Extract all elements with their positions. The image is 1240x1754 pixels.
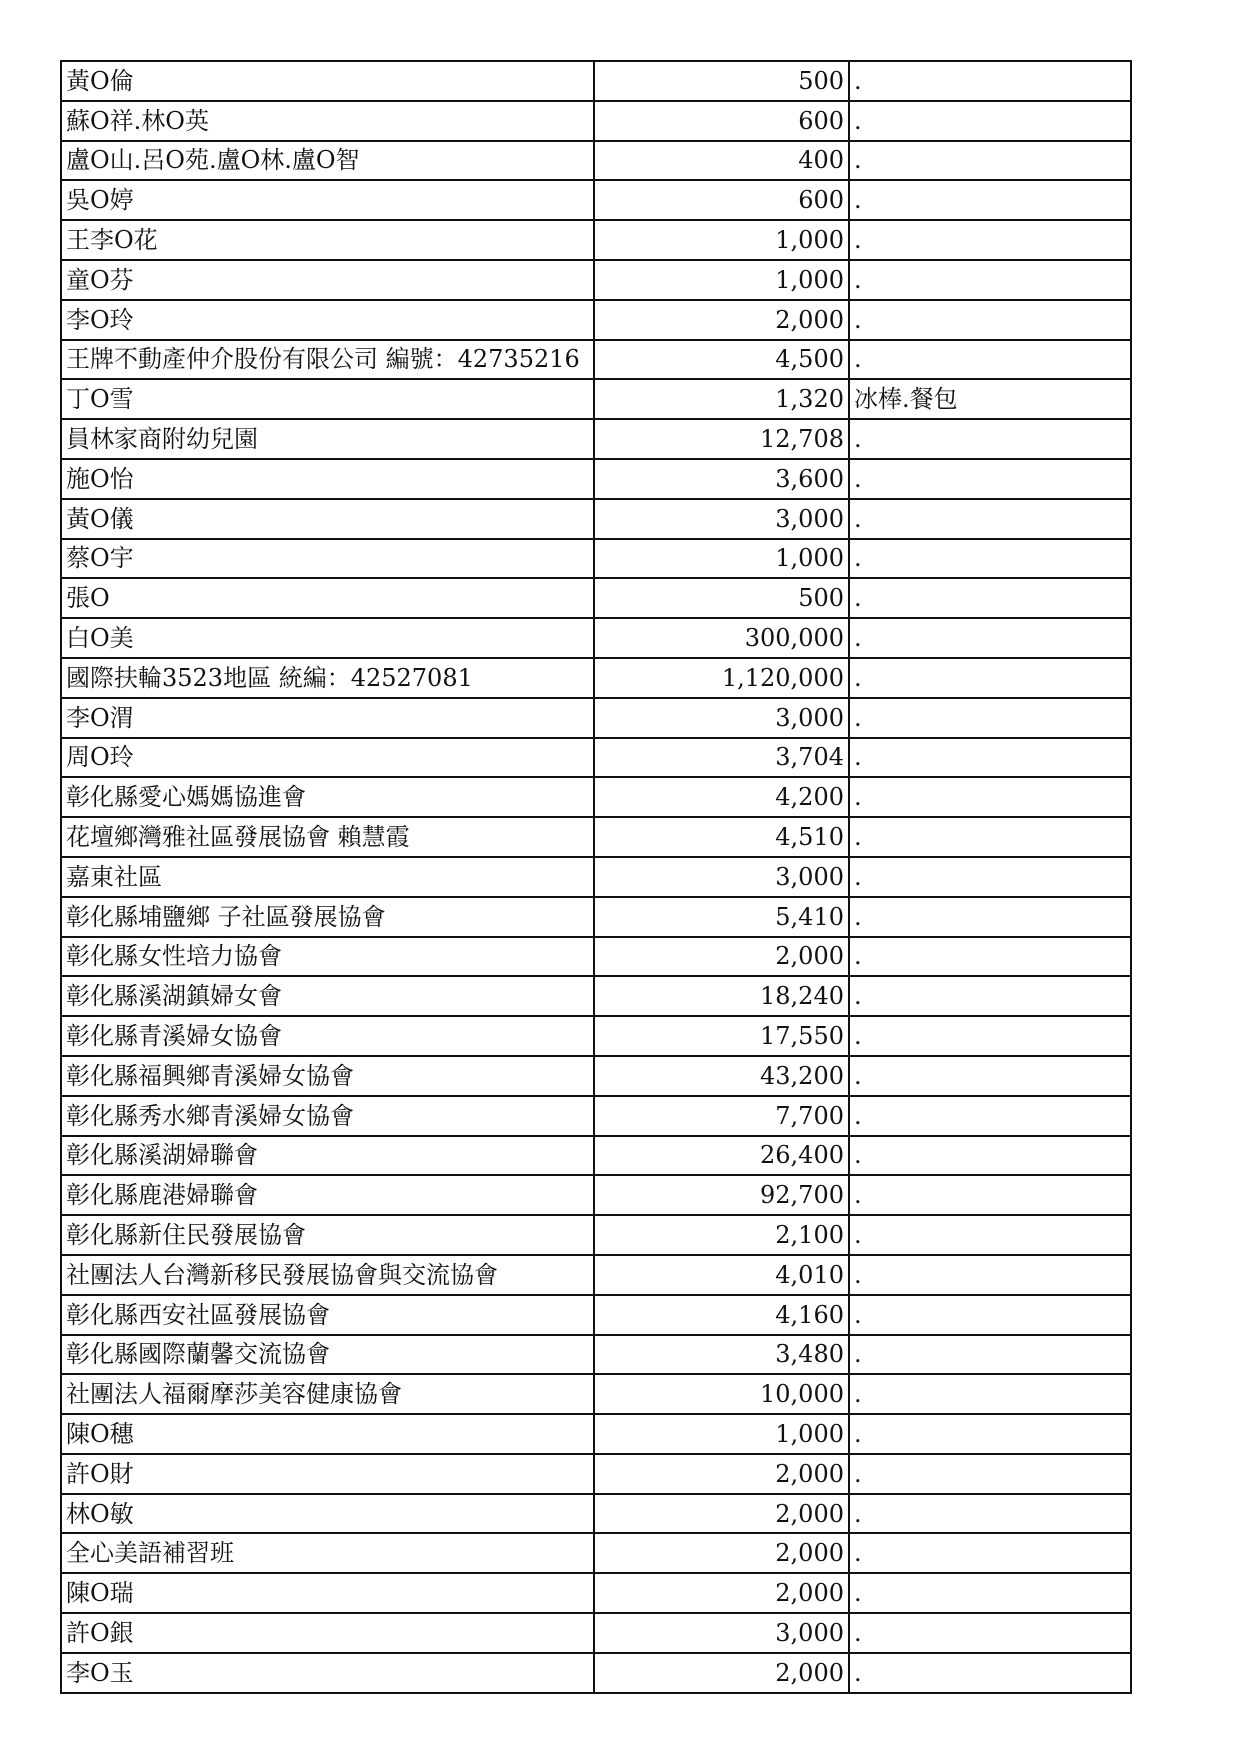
donor-name-cell: 李O玉 [61,1653,594,1693]
donor-name-cell: 國際扶輪3523地區 統編：42527081 [61,658,594,698]
donor-name-cell: 彰化縣秀水鄉青溪婦女協會 [61,1096,594,1136]
donor-name-cell: 彰化縣溪湖鎮婦女會 [61,976,594,1016]
note-cell: . [849,1136,1131,1176]
table-row [61,1494,1131,1534]
donor-name-cell: 彰化縣女性培力協會 [61,937,594,977]
amount-cell: 2,000 [594,1573,849,1613]
note-cell: . [849,897,1131,937]
donor-name-cell: 員林家商附幼兒園 [61,419,594,459]
note-cell: . [849,618,1131,658]
amount-cell: 2,100 [594,1215,849,1255]
note-cell: . [849,260,1131,300]
table-row [61,1414,1131,1454]
amount-cell: 4,200 [594,777,849,817]
donor-name-cell: 彰化縣溪湖婦聯會 [61,1136,594,1176]
note-cell: . [849,578,1131,618]
donor-name-cell: 許O銀 [61,1613,594,1653]
amount-cell: 300,000 [594,618,849,658]
table-row [61,340,1131,380]
table-row [61,976,1131,1016]
table-row [61,419,1131,459]
donor-name-cell: 蘇O祥.林O英 [61,101,594,141]
table-row [61,260,1131,300]
amount-cell: 92,700 [594,1175,849,1215]
donor-name-cell: 童O芬 [61,260,594,300]
donor-name-cell: 張O [61,578,594,618]
table-row [61,1573,1131,1613]
donor-name-cell: 施O怡 [61,459,594,499]
table-row [61,1653,1131,1693]
note-cell: . [849,1175,1131,1215]
amount-cell: 3,600 [594,459,849,499]
table-row [61,141,1131,181]
donor-name-cell: 陳O穗 [61,1414,594,1454]
table-row [61,300,1131,340]
donor-name-cell: 王李O花 [61,220,594,260]
amount-cell: 2,000 [594,1494,849,1534]
amount-cell: 12,708 [594,419,849,459]
table-row [61,1613,1131,1653]
note-cell: . [849,1255,1131,1295]
note-cell: . [849,340,1131,380]
donor-name-cell: 嘉東社區 [61,857,594,897]
amount-cell: 2,000 [594,1533,849,1573]
amount-cell: 1,000 [594,260,849,300]
amount-cell: 17,550 [594,1016,849,1056]
donor-name-cell: 彰化縣國際蘭馨交流協會 [61,1335,594,1375]
note-cell: 冰棒.餐包 [849,379,1131,419]
table-row [61,1255,1131,1295]
table-row [61,897,1131,937]
note-cell: . [849,1374,1131,1414]
note-cell: . [849,61,1131,101]
amount-cell: 600 [594,101,849,141]
donor-name-cell: 社團法人福爾摩莎美容健康協會 [61,1374,594,1414]
table-row [61,1056,1131,1096]
donor-name-cell: 社團法人台灣新移民發展協會與交流協會 [61,1255,594,1295]
note-cell: . [849,976,1131,1016]
amount-cell: 3,000 [594,698,849,738]
donor-name-cell: 彰化縣福興鄉青溪婦女協會 [61,1056,594,1096]
note-cell: . [849,817,1131,857]
note-cell: . [849,459,1131,499]
note-cell: . [849,857,1131,897]
amount-cell: 4,510 [594,817,849,857]
table-row [61,1454,1131,1494]
table-row [61,61,1131,101]
note-cell: . [849,1335,1131,1375]
donor-name-cell: 花壇鄉灣雅社區發展協會 賴慧霞 [61,817,594,857]
amount-cell: 600 [594,180,849,220]
amount-cell: 1,000 [594,539,849,579]
amount-cell: 1,000 [594,1414,849,1454]
donor-name-cell: 全心美語補習班 [61,1533,594,1573]
donor-name-cell: 彰化縣埔鹽鄉 子社區發展協會 [61,897,594,937]
amount-cell: 2,000 [594,300,849,340]
note-cell: . [849,1454,1131,1494]
donor-name-cell: 盧O山.呂O苑.盧O林.盧O智 [61,141,594,181]
note-cell: . [849,738,1131,778]
note-cell: . [849,777,1131,817]
note-cell: . [849,658,1131,698]
note-cell: . [849,1096,1131,1136]
amount-cell: 43,200 [594,1056,849,1096]
donor-name-cell: 李O渭 [61,698,594,738]
table-row [61,1335,1131,1375]
amount-cell: 2,000 [594,937,849,977]
table-row [61,1175,1131,1215]
note-cell: . [849,1613,1131,1653]
donor-name-cell: 吳O婷 [61,180,594,220]
note-cell: . [849,1533,1131,1573]
amount-cell: 5,410 [594,897,849,937]
amount-cell: 1,320 [594,379,849,419]
note-cell: . [849,1056,1131,1096]
amount-cell: 18,240 [594,976,849,1016]
table-row [61,539,1131,579]
donor-name-cell: 許O財 [61,1454,594,1494]
table-row [61,658,1131,698]
table-row [61,937,1131,977]
amount-cell: 3,000 [594,499,849,539]
table-row [61,1016,1131,1056]
note-cell: . [849,180,1131,220]
amount-cell: 3,704 [594,738,849,778]
amount-cell: 4,010 [594,1255,849,1295]
donor-name-cell: 林O敏 [61,1494,594,1534]
amount-cell: 10,000 [594,1374,849,1414]
note-cell: . [849,1653,1131,1693]
amount-cell: 1,000 [594,220,849,260]
amount-cell: 500 [594,578,849,618]
amount-cell: 400 [594,141,849,181]
table-row [61,1374,1131,1414]
table-row [61,738,1131,778]
table-row [61,1533,1131,1573]
note-cell: . [849,937,1131,977]
donor-name-cell: 彰化縣新住民發展協會 [61,1215,594,1255]
note-cell: . [849,499,1131,539]
table-row [61,180,1131,220]
amount-cell: 1,120,000 [594,658,849,698]
amount-cell: 500 [594,61,849,101]
note-cell: . [849,419,1131,459]
donor-name-cell: 彰化縣鹿港婦聯會 [61,1175,594,1215]
amount-cell: 4,500 [594,340,849,380]
donor-name-cell: 白O美 [61,618,594,658]
amount-cell: 3,000 [594,857,849,897]
note-cell: . [849,300,1131,340]
table-row [61,817,1131,857]
note-cell: . [849,1215,1131,1255]
donor-name-cell: 黃O儀 [61,499,594,539]
donor-name-cell: 丁O雪 [61,379,594,419]
amount-cell: 7,700 [594,1096,849,1136]
donor-name-cell: 彰化縣青溪婦女協會 [61,1016,594,1056]
table-row [61,499,1131,539]
donation-table-body [61,61,1131,1693]
note-cell: . [849,1016,1131,1056]
table-row [61,618,1131,658]
table-row [61,698,1131,738]
table-row [61,379,1131,419]
note-cell: . [849,141,1131,181]
table-row [61,1136,1131,1176]
table-row [61,857,1131,897]
amount-cell: 2,000 [594,1653,849,1693]
table-row [61,220,1131,260]
note-cell: . [849,1414,1131,1454]
amount-cell: 2,000 [594,1454,849,1494]
note-cell: . [849,101,1131,141]
table-row [61,101,1131,141]
note-cell: . [849,1494,1131,1534]
note-cell: . [849,1295,1131,1335]
table-row [61,1215,1131,1255]
donation-table [60,60,1132,1694]
donor-name-cell: 蔡O宇 [61,539,594,579]
amount-cell: 4,160 [594,1295,849,1335]
table-row [61,1096,1131,1136]
donor-name-cell: 王牌不動產仲介股份有限公司 編號：42735216 [61,340,594,380]
table-row [61,578,1131,618]
note-cell: . [849,539,1131,579]
amount-cell: 3,480 [594,1335,849,1375]
table-row [61,459,1131,499]
note-cell: . [849,220,1131,260]
donor-name-cell: 黃O倫 [61,61,594,101]
amount-cell: 26,400 [594,1136,849,1176]
donor-name-cell: 彰化縣西安社區發展協會 [61,1295,594,1335]
donor-name-cell: 李O玲 [61,300,594,340]
donor-name-cell: 周O玲 [61,738,594,778]
amount-cell: 3,000 [594,1613,849,1653]
donor-name-cell: 彰化縣愛心媽媽協進會 [61,777,594,817]
donor-name-cell: 陳O瑞 [61,1573,594,1613]
note-cell: . [849,1573,1131,1613]
table-row [61,1295,1131,1335]
table-row [61,777,1131,817]
note-cell: . [849,698,1131,738]
